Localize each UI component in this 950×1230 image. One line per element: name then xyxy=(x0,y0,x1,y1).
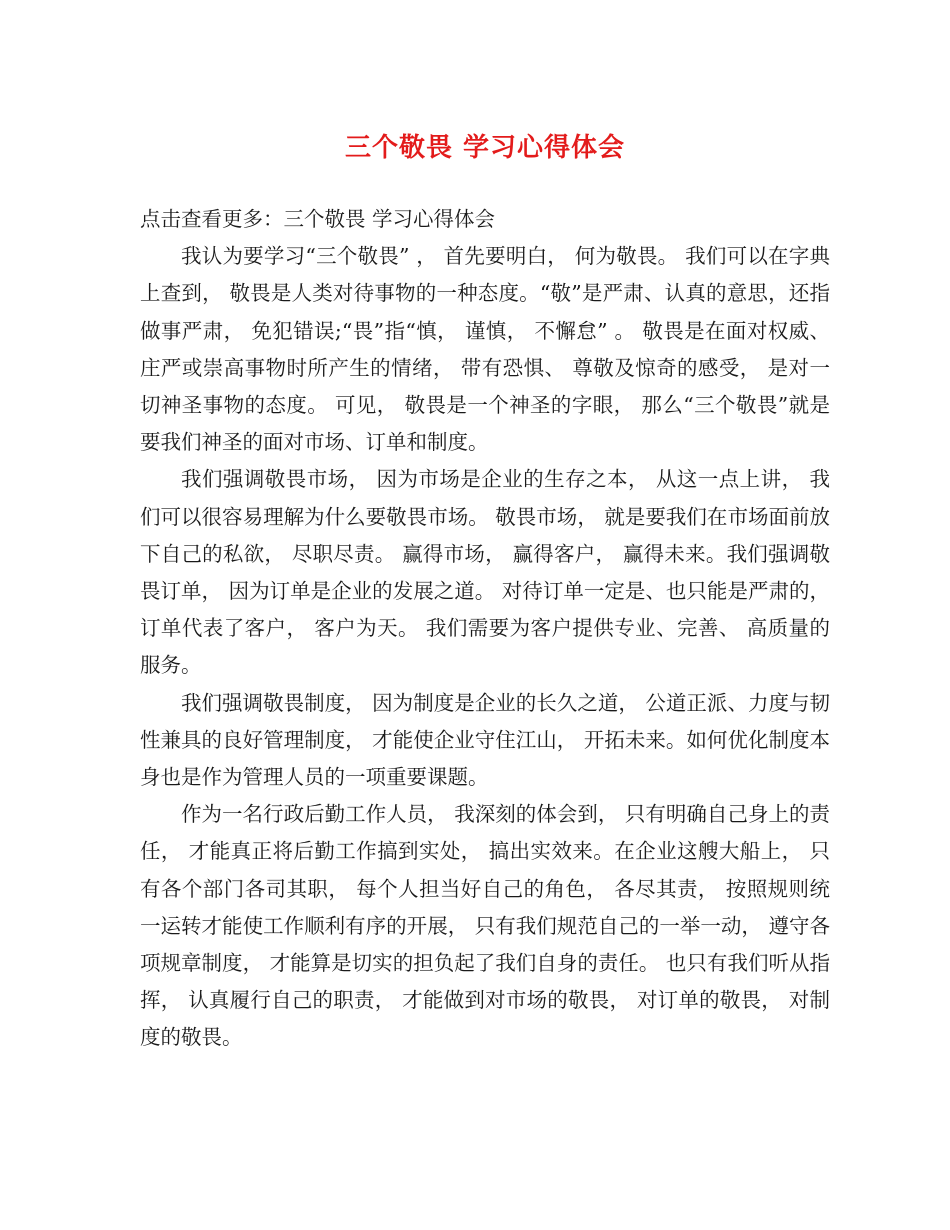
paragraph-4: 作为一名行政后勤工作人员， 我深刻的体会到， 只有明确自己身上的责任， 才能真正将后勤工作搞到实处， 搞出实效来。在企业这艘大船上， 只有各个部门各司其职， 每个人担当好自己的角色， 各尽其责， 按照规则统一运转才能使工作顺利有序的开展， 只有我们规范自己的一举一动， 遵守各项规章制度， 才能算是切实的担负起了我们自身的责任。 也只有我们听从指挥， 认真履行自己的职责， 才能做到对市场的敬畏， 对订单的敬畏， 对制度的敬畏。 xyxy=(140,802,830,1050)
paragraph-2: 我们强调敬畏市场， 因为市场是企业的生存之本， 从这一点上讲， 我们可以很容易理解为什么要敬畏市场。 敬畏市场， 就是要我们在市场面前放下自己的私欲， 尽职尽责。 赢得市场， 赢得客户， 赢得未来。我们强调敬畏订单， 因为订单是企业的发展之道。 对待订单一定是、也只能是严肃的， 订单代表了客户， 客户为天。 我们需要为客户提供专业、完善、 高质量的服务。 xyxy=(140,467,830,678)
paragraph-3: 我们强调敬畏制度， 因为制度是企业的长久之道， 公道正派、力度与韧性兼具的良好管理制度， 才能使企业守住江山， 开拓未来。如何优化制度本身也是作为管理人员的一项重要课题。 xyxy=(140,690,830,790)
document-title: 三个敬畏 学习心得体会 xyxy=(344,133,626,163)
document-body xyxy=(140,201,830,1057)
intro-link-line[interactable]: 点击查看更多：三个敬畏 学习心得体会 xyxy=(140,207,496,231)
paragraph-1: 我认为要学习“三个敬畏” ， 首先要明白， 何为敬畏。 我们可以在字典上查到， 敬畏是人类对待事物的一种态度。“敬”是严肃、认真的意思，还指做事严肃， 免犯错误;“畏”指“慎， 谨慎， 不懈怠” 。 敬畏是在面对权威、庄严或崇高事物时所产生的情绪， 带有恐惧、 尊敬及惊奇的感受， 是对一切神圣事物的态度。 可见， 敬畏是一个神圣的字眼， 那么“三个敬畏”就是要我们神圣的面对市场、订单和制度。 xyxy=(140,244,830,455)
